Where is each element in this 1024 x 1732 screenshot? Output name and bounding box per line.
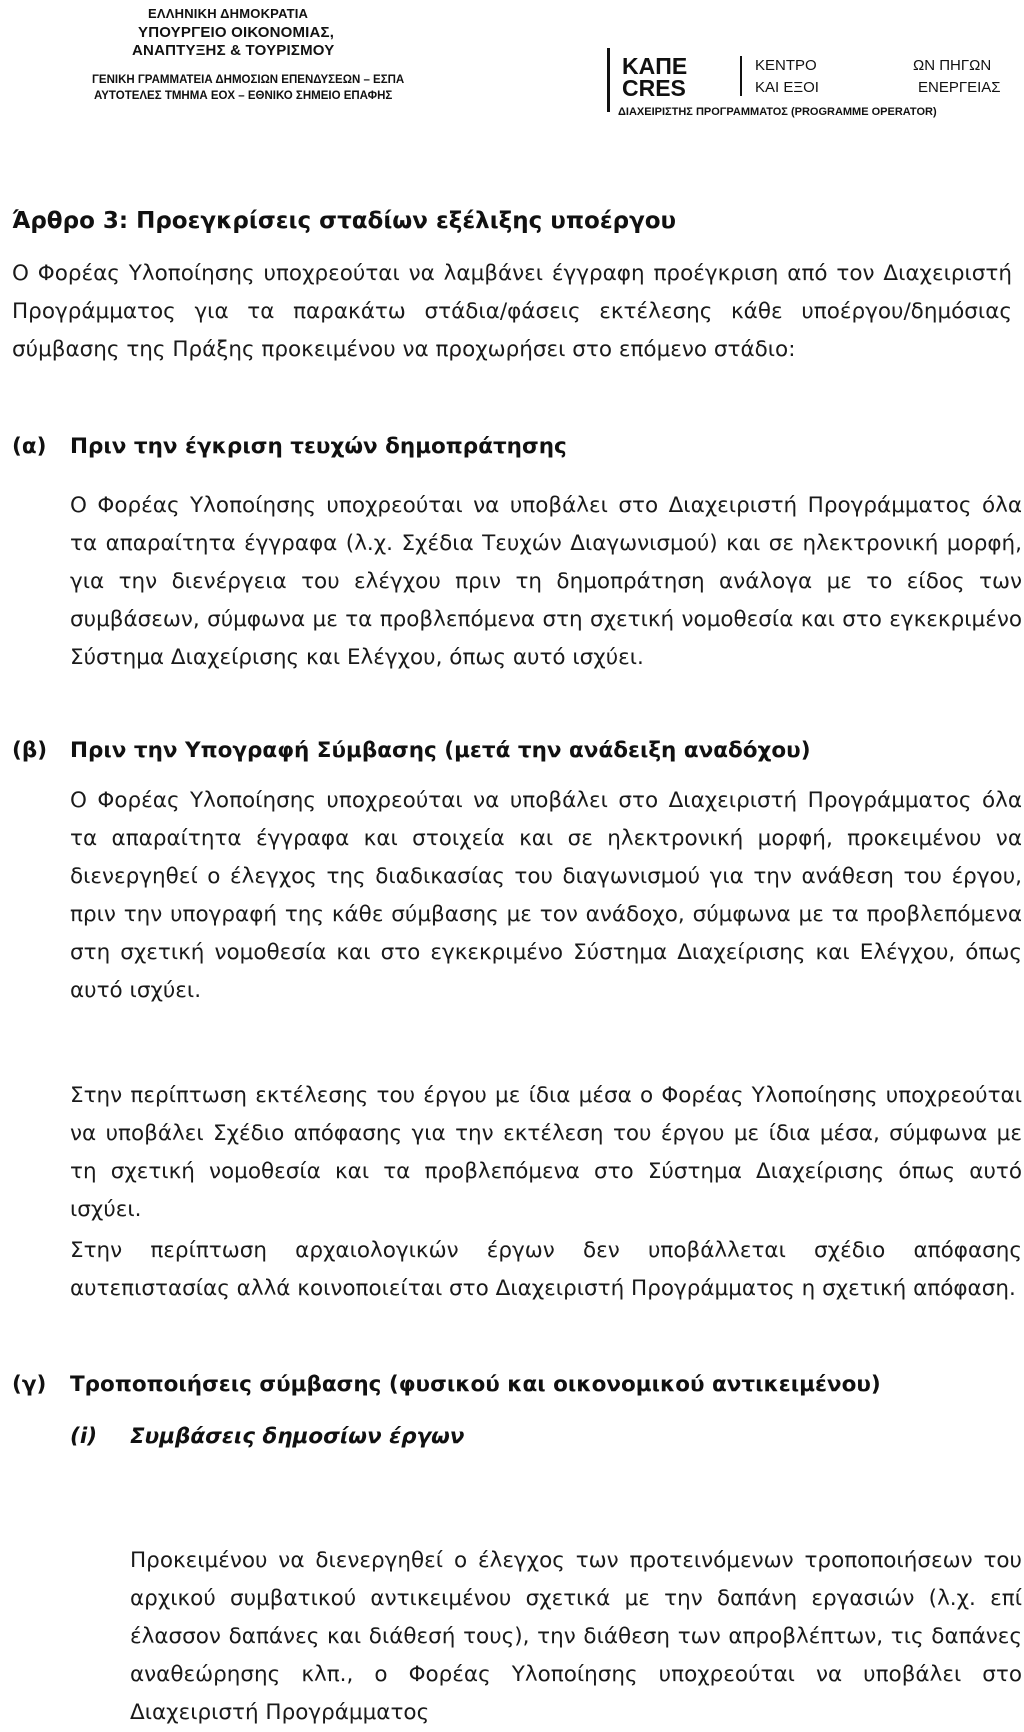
item-c-sub-heading: Συμβάσεις δημοσίων έργων — [130, 1424, 465, 1449]
article-title: Άρθρο 3: Προεγκρίσεις σταδίων εξέλιξης υποέργου — [12, 208, 677, 234]
centre-name-part1: ΚΕΝΤΡΟ — [755, 57, 817, 74]
ministry-name: ΥΠΟΥΡΓΕΙΟ ΟΙΚΟΝΟΜΙΑΣ, — [138, 24, 335, 41]
item-c-label: (γ) — [12, 1372, 47, 1397]
centre-name-part4: ΕΝΕΡΓΕΙΑΣ — [918, 79, 1001, 96]
programme-operator: ΔΙΑΧΕΙΡΙΣΤΗΣ ΠΡΟΓΡΑΜΜΑΤΟΣ (PROGRAMME OPERATOR) — [618, 106, 937, 118]
general-secretariat: ΓΕΝΙΚΗ ΓΡΑΜΜΑΤΕΙΑ ΔΗΜΟΣΙΩΝ ΕΠΕΝΔΥΣΕΩΝ – ΕΣΠΑ — [92, 74, 405, 86]
kape-logo: ΚΑΠΕ — [622, 53, 688, 79]
item-c-text: Προκειμένου να διενεργηθεί ο έλεγχος των προτεινόμενων τροποποιήσεων του αρχικού συμβατικού αντικειμένου σχετικά με την δαπάνη εργασιών (λ.χ. επί έλασσον δαπάνες και διάθεσή τους), την διάθεση των απροβλέπτων, τις δαπάνες αναθεώρησης κλπ., ο Φορέας Υλοποίησης υποχρεούται να υποβάλει στο Διαχειριστή Προγράμματος — [130, 1548, 1022, 1725]
item-c-heading: Τροποποιήσεις σύμβασης (φυσικού και οικονομικού αντικειμένου) — [70, 1372, 881, 1397]
item-b-text-2: Στην περίπτωση εκτέλεσης του έργου με ίδια μέσα ο Φορέας Υλοποίησης υποχρεούται να υποβάλει Σχέδιο απόφασης για την εκτέλεση του έργου με ίδια μέσα, σύμφωνα με τη σχετική νομοθεσία και τα προβλεπόμενα στο Σύστημα Διαχείρισης όπως αυτό ισχύει. — [70, 1083, 1022, 1222]
ministry-name-line2: ΑΝΑΠΤΥΞΗΣ & ΤΟΥΡΙΣΜΟΥ — [132, 42, 335, 59]
centre-name-part3: ΚΑΙ ΕΞΟΙ — [755, 79, 819, 96]
logo-separator — [740, 56, 742, 96]
item-b-heading: Πριν την Υπογραφή Σύμβασης (μετά την ανάδειξη αναδόχου) — [70, 738, 811, 763]
state-name: ΕΛΛΗΝΙΚΗ ΔΗΜΟΚΡΑΤΙΑ — [148, 6, 309, 21]
item-a-label: (α) — [12, 434, 47, 459]
intro-paragraph: Ο Φορέας Υλοποίησης υποχρεούται να λαμβάνει έγγραφη προέγκριση από τον Διαχειριστή Προγράμματος για τα παρακάτω στάδια/φάσεις εκτέλεσης κάθε υποέργου/δημόσιας σύμβασης της Πράξης προκειμένου να προχωρήσει στο επόμενο στάδιο: — [12, 261, 1012, 362]
cres-logo: CRES — [622, 75, 686, 101]
item-c-sub-label: (i) — [70, 1424, 98, 1449]
item-b-text-1: Ο Φορέας Υλοποίησης υποχρεούται να υποβάλει στο Διαχειριστή Προγράμματος όλα τα απαραίτητα έγγραφα και στοιχεία και σε ηλεκτρονική μορφή, προκειμένου να διενεργηθεί ο έλεγχος της διαδικασίας του διαγωνισμού για την ανάθεση του έργου, πριν την υπογραφή της κάθε σύμβασης με τον ανάδοχο, σύμφωνα με τα προβλεπόμενα στη σχετική νομοθεσία και στο εγκεκριμένο Σύστημα Διαχείρισης και Ελέγχου, όπως αυτό ισχύει. — [70, 788, 1022, 1003]
centre-name-part2: ΩΝ ΠΗΓΩΝ — [913, 57, 992, 74]
item-a-text: Ο Φορέας Υλοποίησης υποχρεούται να υποβάλει στο Διαχειριστή Προγράμματος όλα τα απαραίτητα έγγραφα (λ.χ. Σχέδια Τευχών Διαγωνισμού) και σε ηλεκτρονική μορφή, για την διενέργεια του ελέγχου πριν τη δημοπράτηση ανάλογα με το είδος των συμβάσεων, σύμφωνα με τα προβλεπόμενα στη σχετική νομοθεσία και στο εγκεκριμένο Σύστημα Διαχείρισης και Ελέγχου, όπως αυτό ισχύει. — [70, 493, 1022, 670]
eea-unit: ΑΥΤΟΤΕΛΕΣ ΤΜΗΜΑ ΕΟΧ – ΕΘΝΙΚΟ ΣΗΜΕΙΟ ΕΠΑΦΗΣ — [94, 90, 393, 102]
logo-divider-bar — [607, 48, 610, 112]
item-b-text-3: Στην περίπτωση αρχαιολογικών έργων δεν υποβάλλεται σχέδιο απόφασης αυτεπιστασίας αλλά κοινοποιείται στο Διαχειριστή Προγράμματος η σχετική απόφαση. — [70, 1238, 1022, 1301]
item-b-label: (β) — [12, 738, 48, 763]
document-header — [0, 0, 1024, 140]
item-a-heading: Πριν την έγκριση τευχών δημοπράτησης — [70, 434, 567, 459]
